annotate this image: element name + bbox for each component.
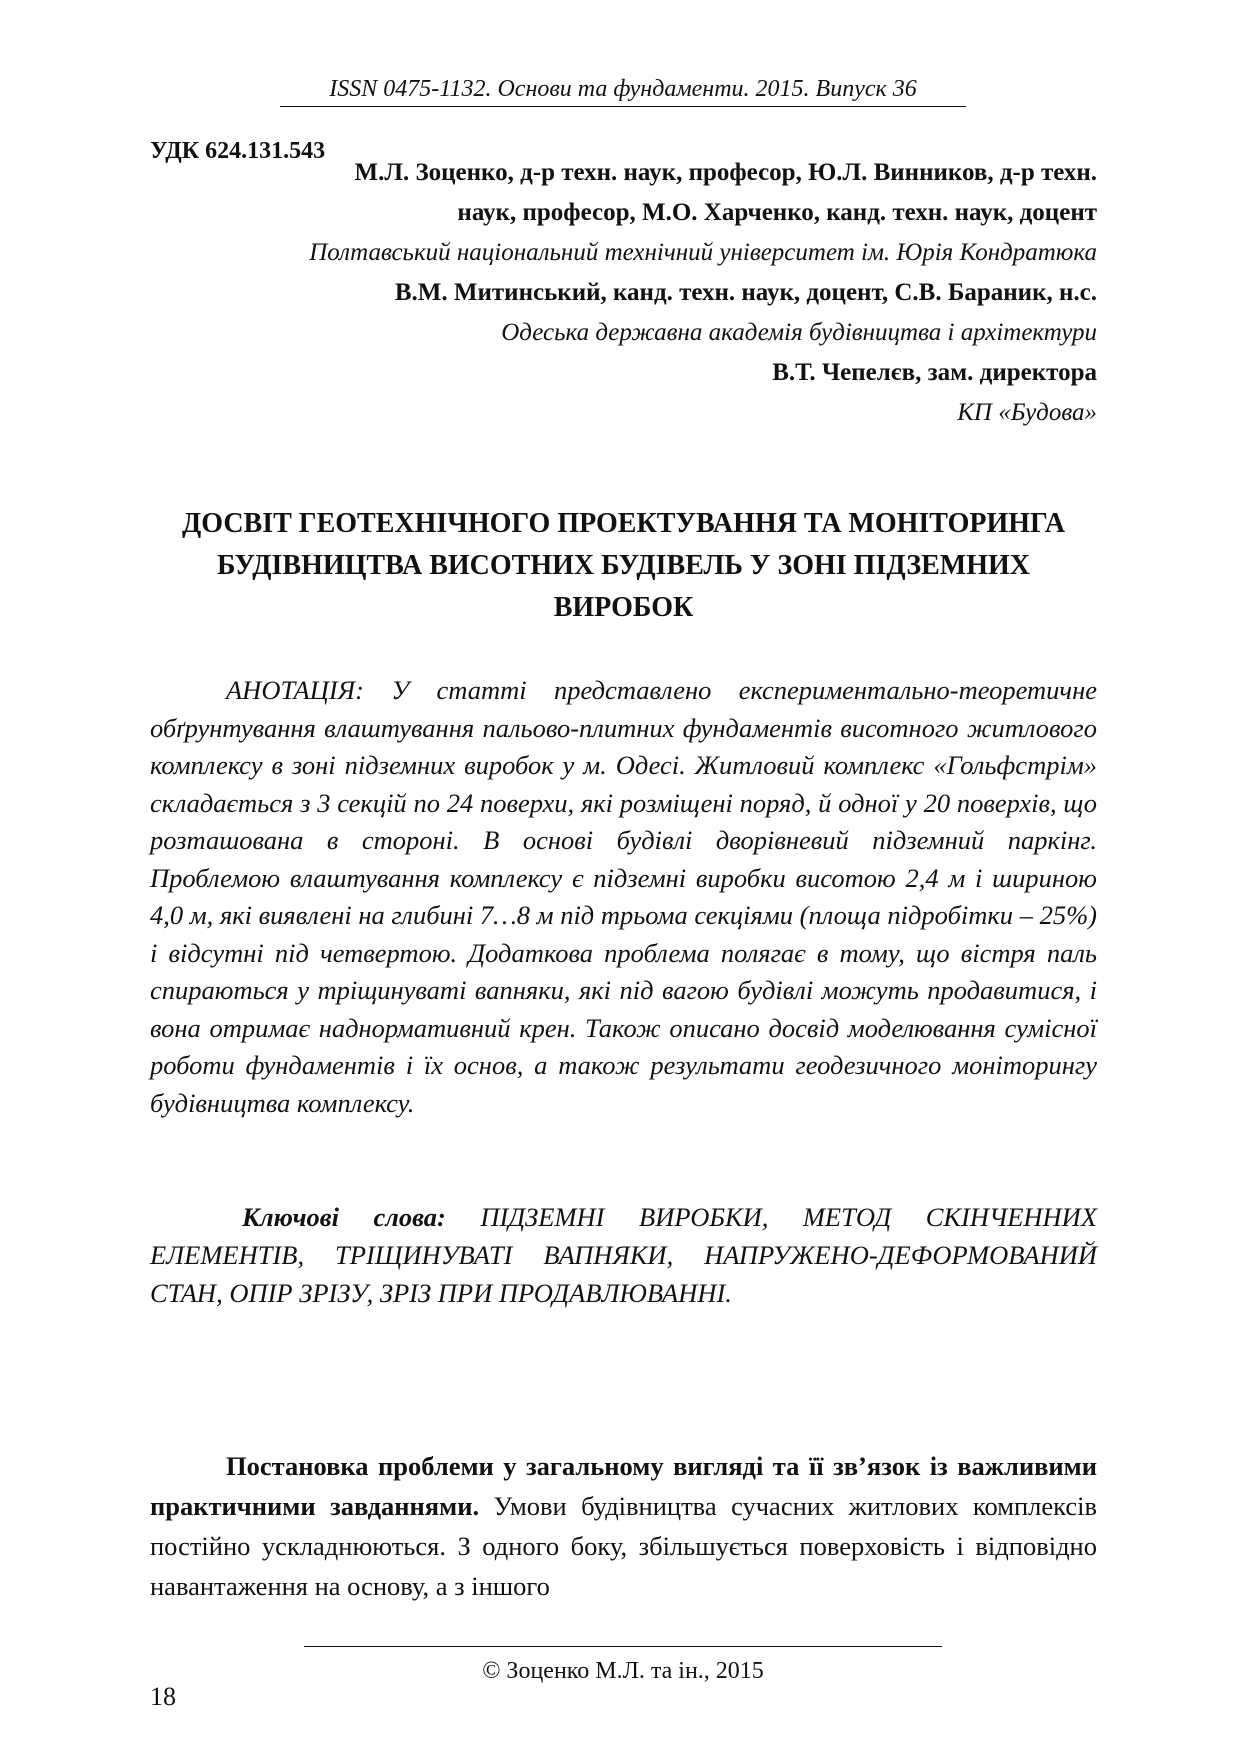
affiliation-2: Одеська державна академія будівництва і архітектури xyxy=(501,319,1097,346)
footnote-rule xyxy=(304,1646,942,1647)
authors-line-1: М.Л. Зоценко, д-р техн. наук, професор, Ю.Л. Винников, д-р техн. xyxy=(354,159,1097,186)
page-number: 18 xyxy=(150,1682,176,1711)
keywords-text: ПІДЗЕМНІ ВИРОБКИ, МЕТОД СКІНЧЕННИХ ЕЛЕМЕНТІВ, ТРІЩИНУВАТІ ВАПНЯКИ, НАПРУЖЕНО-ДЕФОРМОВАНИЙ СТАН, ОПІР ЗРІЗУ, ЗРІЗ ПРИ ПРОДАВЛЮВАННІ. xyxy=(150,1202,1098,1308)
udk-code: УДК 624.131.543 xyxy=(150,138,326,164)
keywords-label: Ключові слова: xyxy=(242,1202,446,1232)
section-heading: Постановка проблеми у загальному вигляді та її зв’язок із важливими практичними завданнями. xyxy=(150,1451,1097,1521)
affiliation-1: Полтавський національний технічний університет ім. Юрія Кондратюка xyxy=(309,239,1097,266)
authors-line-3: В.М. Митинський, канд. техн. наук, доцент, С.В. Бараник, н.с. xyxy=(394,279,1097,306)
authors-line-2: наук, професор, М.О. Харченко, канд. техн. наук, доцент xyxy=(457,199,1097,226)
section-intro-paragraph xyxy=(150,1446,1097,1606)
section-text: Умови будівництва сучасних житлових комплексів постійно ускладнюються. З одного боку, збільшується поверховість і відповідно навантаження на основу, а з іншого xyxy=(150,1491,1097,1601)
copyright-note: © Зоценко М.Л. та ін., 2015 xyxy=(482,1658,764,1684)
abstract-paragraph: АНОТАЦІЯ: У статті представлено експериментально-теоретичне обґрунтування влаштування пальово-плитних фундаментів висотного житлового комплексу в зоні підземних виробок у м. Одесі. Житловий комплекс «Гольфстрім» складається з 3 секцій по 24 поверхи, які розміщені поряд, й одної у 20 поверхів, що розташована в стороні. В основі будівлі дворівневий підземний паркінг. Проблемою влаштування комплексу є підземні виробки висотою 2,4 м і шириною 4,0 м, які виявлені на глибині 7…8 м під трьома секціями (площа підробітки – 25%) і відсутні під четвертою. Додаткова проблема полягає в тому, що вістря паль спираються у тріщинуваті вапняки, які під вагою будівлі можуть продавитися, і вона отримає наднормативний крен. Також описано досвід моделювання сумісної роботи фундаментів і їх основ, а також результати геодезичного моніторингу будівництва комплексу. xyxy=(150,675,1097,1118)
keywords-paragraph xyxy=(150,1198,1097,1312)
article-title xyxy=(150,503,1097,629)
title-line-2: БУДІВНИЦТВА ВИСОТНИХ БУДІВЕЛЬ У ЗОНІ ПІДЗЕМНИХ xyxy=(217,550,1030,581)
running-head-rule xyxy=(280,106,966,107)
title-line-1: ДОСВІТ ГЕОТЕХНІЧНОГО ПРОЕКТУВАННЯ ТА МОНІТОРИНГА xyxy=(181,508,1066,539)
authors-line-4: В.Т. Чепелєв, зам. директора xyxy=(772,359,1097,386)
title-line-3: ВИРОБОК xyxy=(553,592,694,623)
running-head: ISSN 0475-1132. Основи та фундаменти. 2015. Випуск 36 xyxy=(329,76,917,102)
affiliation-3: КП «Будова» xyxy=(957,399,1097,426)
